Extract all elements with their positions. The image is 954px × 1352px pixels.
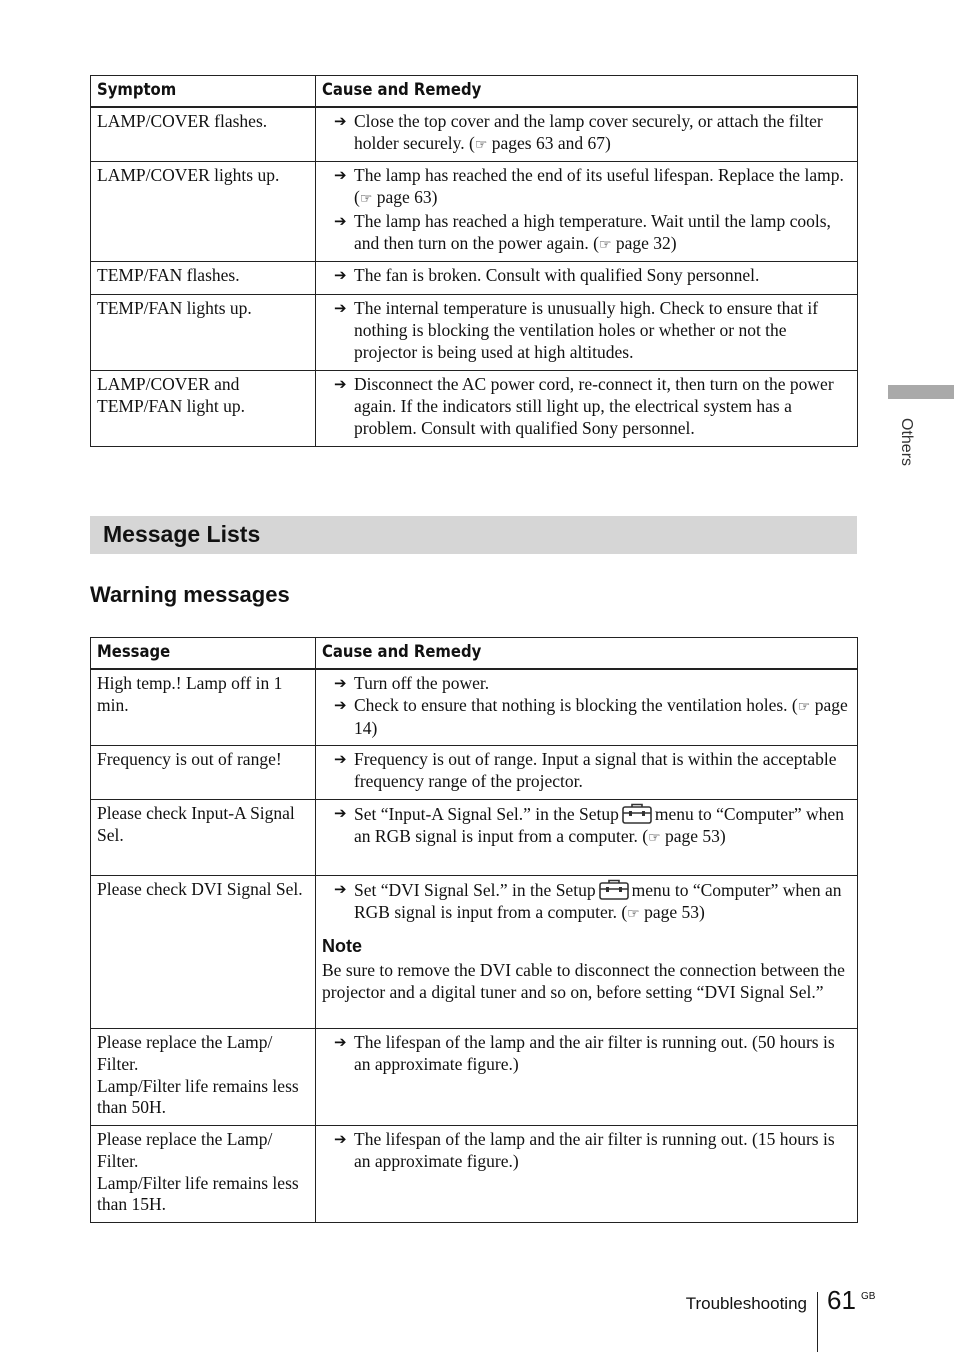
table-row	[91, 746, 858, 800]
remedy-item: ➔ Frequency is out of range. Input a signal that is within the acceptable frequency range of the projector.	[334, 749, 837, 791]
side-tab-bar	[888, 385, 954, 399]
arrow-icon: ➔	[334, 112, 347, 130]
header-cause: Cause and Remedy	[316, 76, 858, 108]
page-reference-icon: ☞	[598, 236, 612, 253]
arrow-icon: ➔	[334, 695, 347, 714]
table-row	[91, 295, 858, 371]
header-message: Message	[91, 638, 316, 670]
arrow-icon: ➔	[334, 266, 347, 285]
table-row	[91, 107, 858, 162]
page-suffix: GB	[861, 1291, 876, 1302]
remedy-item: ➔ Set “Input-A Signal Sel.” in the Setup menu to “Computer” when an RGB signal is input from a computer. (☞ page 53)	[334, 804, 844, 846]
remedy-item: ➔ The internal temperature is unusually high. Check to ensure that if nothing is blocking the ventilation holes or whether or not the projector is being used at high altitudes.	[334, 298, 819, 362]
header-cause: Cause and Remedy	[316, 638, 858, 670]
note-title: Note	[322, 935, 362, 956]
remedy-item: ➔ Turn off the power.	[334, 673, 490, 693]
table-row	[91, 1029, 858, 1126]
page-reference-icon: ☞	[797, 698, 811, 715]
arrow-icon: ➔	[334, 880, 347, 899]
message-cell: High temp.! Lamp off in 1 min.	[91, 669, 316, 746]
page-number: 61	[827, 1285, 856, 1315]
remedy-item: ➔ Disconnect the AC power cord, re-connect it, then turn on the power again. If the indicators still light up, the electrical system has a problem. Consult with qualified Sony personnel.	[334, 374, 834, 438]
message-table	[90, 637, 858, 1223]
message-cell: Please replace the Lamp/ Filter. Lamp/Filter life remains less than 15H.	[91, 1126, 316, 1223]
arrow-icon: ➔	[334, 299, 347, 318]
arrow-icon: ➔	[334, 166, 347, 185]
remedy-item: ➔ Check to ensure that nothing is blocking the ventilation holes. (☞ page 14)	[334, 694, 848, 739]
symptom-cell: TEMP/FAN flashes.	[91, 262, 316, 295]
subheading: Warning messages	[90, 582, 290, 607]
symptom-cell: LAMP/COVER lights up.	[91, 162, 316, 262]
table-row	[91, 371, 858, 447]
footer-section: Troubleshooting	[685, 1294, 807, 1313]
side-tab-label: Others	[898, 418, 915, 467]
table-row	[91, 669, 858, 746]
table-row	[91, 1126, 858, 1223]
remedy-cell	[316, 746, 858, 800]
remedy-item: ➔ The fan is broken. Consult with qualified Sony personnel.	[334, 265, 760, 286]
message-cell: Please check Input-A Signal Sel.	[91, 800, 316, 876]
remedy-cell	[316, 876, 858, 1029]
remedy-cell	[316, 295, 858, 371]
remedy-item: ➔ The lifespan of the lamp and the air filter is running out. (15 hours is an approximate figure.)	[334, 1129, 835, 1171]
arrow-icon: ➔	[334, 211, 347, 230]
symptom-cell: LAMP/COVER flashes.	[91, 107, 316, 162]
section-header-bar	[90, 516, 857, 554]
remedy-cell	[316, 1029, 858, 1126]
message-cell: Please replace the Lamp/ Filter. Lamp/Filter life remains less than 50H.	[91, 1029, 316, 1126]
remedy-item: ➔ Close the top cover and the lamp cover securely, or attach the filter holder securely. (☞ pages 63 and 67)	[334, 111, 823, 153]
arrow-icon: ➔	[334, 375, 347, 394]
remedy-item: ➔ The lamp has reached the end of its useful lifespan. Replace the lamp. (☞ page 63)	[334, 165, 844, 208]
arrow-icon: ➔	[334, 674, 347, 692]
remedy-cell	[316, 162, 858, 262]
symptom-cell: TEMP/FAN lights up.	[91, 295, 316, 371]
header-symptom: Symptom	[91, 76, 316, 108]
remedy-cell	[316, 107, 858, 162]
arrow-icon: ➔	[334, 750, 347, 769]
table-row	[91, 800, 858, 876]
setup-toolbox-icon	[599, 879, 629, 900]
message-cell: Please check DVI Signal Sel.	[91, 876, 316, 1029]
section-title: Message Lists	[103, 521, 261, 547]
arrow-icon: ➔	[334, 1033, 347, 1052]
arrow-icon: ➔	[334, 1130, 347, 1149]
remedy-cell	[316, 669, 858, 746]
remedy-cell	[316, 371, 858, 447]
remedy-item: ➔ The lifespan of the lamp and the air filter is running out. (50 hours is an approximate figure.)	[334, 1032, 835, 1074]
remedy-cell	[316, 800, 858, 876]
page-reference-icon: ☞	[627, 905, 640, 922]
remedy-cell	[316, 1126, 858, 1223]
setup-toolbox-icon	[622, 803, 652, 824]
table-row	[91, 876, 858, 1029]
table-row	[91, 262, 858, 295]
symptom-cell: LAMP/COVER and TEMP/FAN light up.	[91, 371, 316, 447]
page-reference-icon: ☞	[474, 136, 488, 153]
arrow-icon: ➔	[334, 804, 347, 823]
symptom-table	[90, 75, 858, 447]
table-row	[91, 162, 858, 262]
remedy-item: ➔ Set “DVI Signal Sel.” in the Setup menu to “Computer” when an RGB signal is input from a computer. (☞ page 53)	[334, 880, 842, 922]
footer-divider	[817, 1292, 818, 1352]
remedy-item: ➔ The lamp has reached a high temperature. Wait until the lamp cools, and then turn on the power again. (☞ page 32)	[334, 210, 831, 253]
message-cell: Frequency is out of range!	[91, 746, 316, 800]
note-text: Be sure to remove the DVI cable to disconnect the connection between the projector and a digital tuner and so on, before setting “DVI Signal Sel.”	[322, 960, 845, 1002]
page-reference-icon: ☞	[648, 829, 661, 846]
remedy-cell	[316, 262, 858, 295]
page-reference-icon: ☞	[359, 191, 373, 208]
